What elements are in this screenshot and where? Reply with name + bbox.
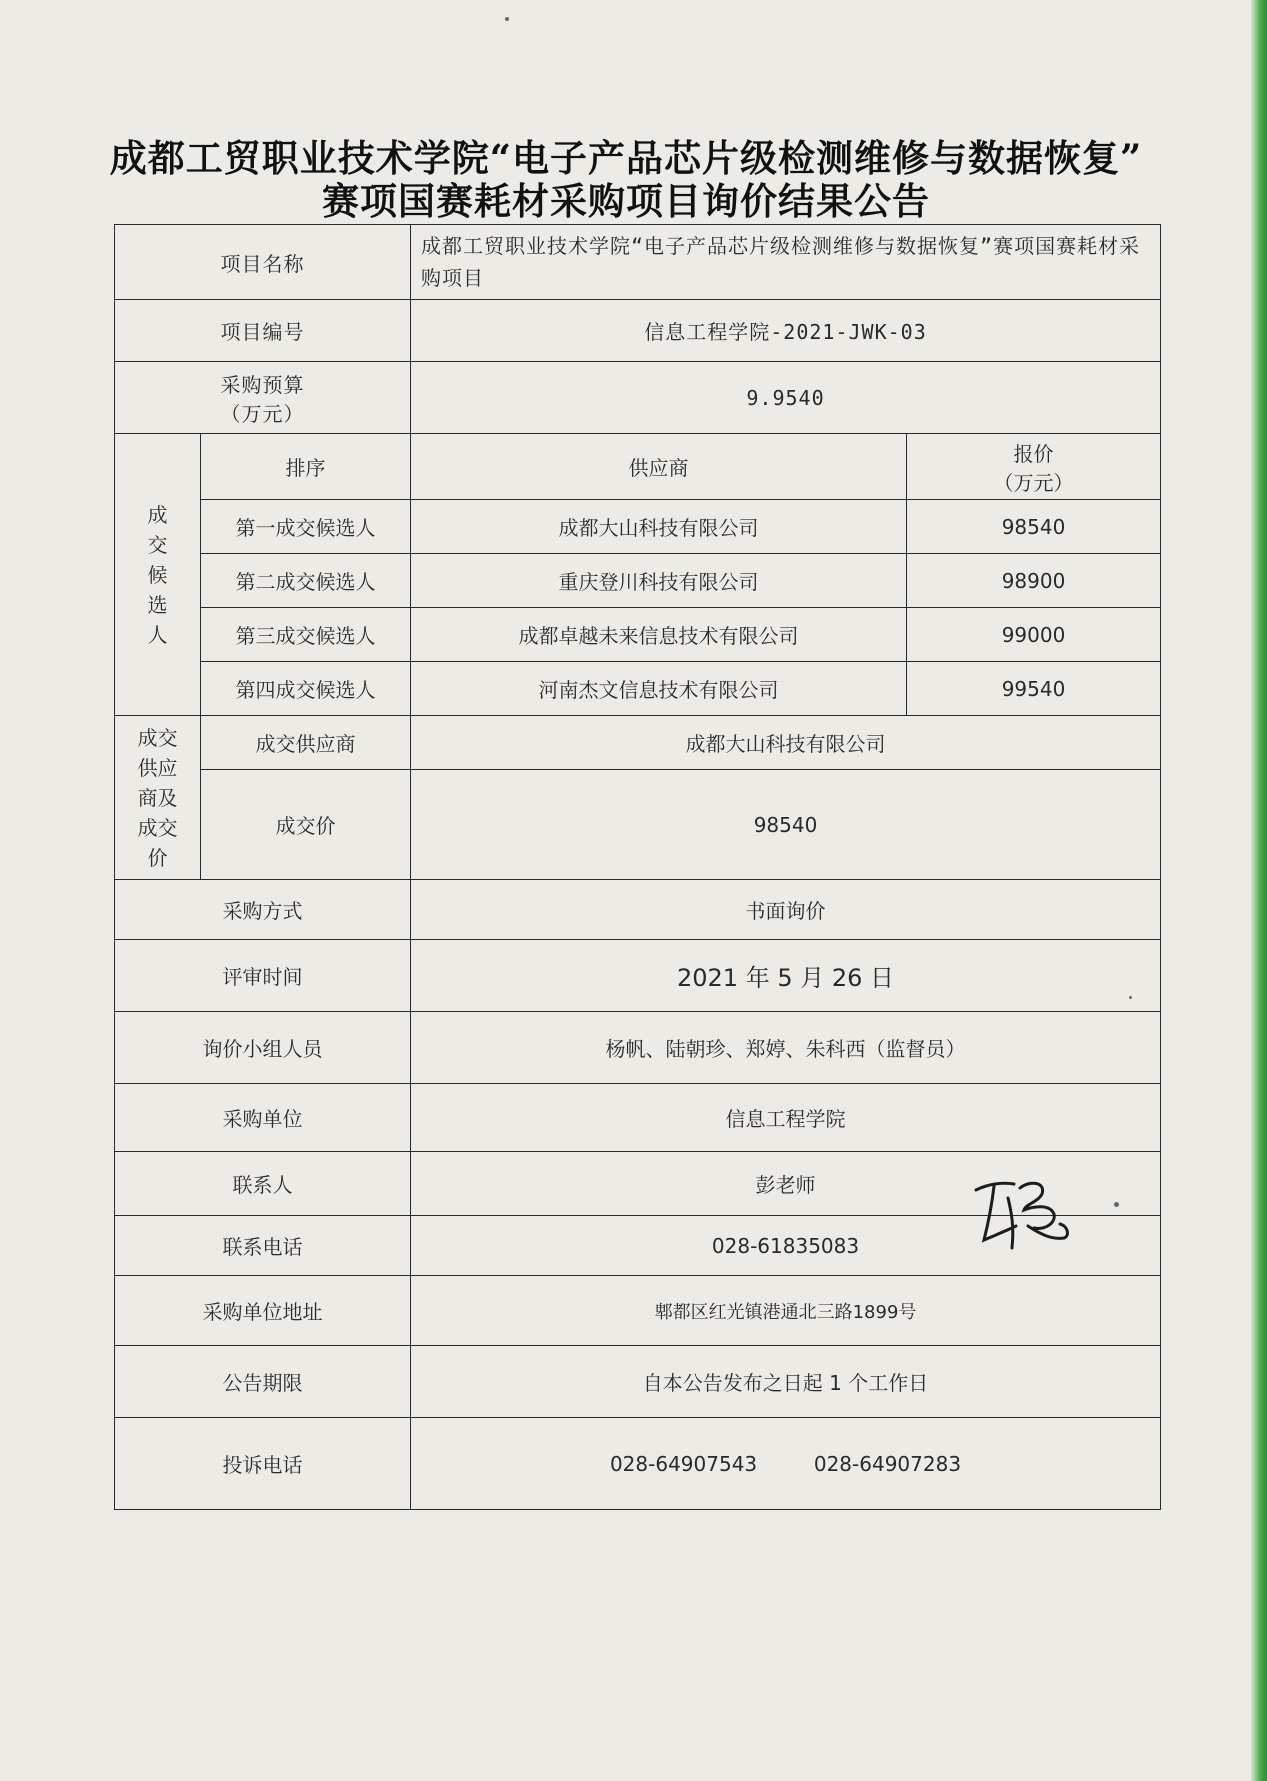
deal-price-label: 成交价: [201, 770, 411, 880]
complaint-phone-row: [115, 1418, 1161, 1510]
paper-speck: [505, 17, 509, 21]
phone-value: 028-61835083: [411, 1216, 1161, 1276]
review-time-row: [115, 940, 1161, 1012]
address-value: 郫都区红光镇港通北三路1899号: [411, 1276, 1161, 1346]
period-value: 自本公告发布之日起 1 个工作日: [411, 1346, 1161, 1418]
deal-price-row: [115, 770, 1161, 880]
method-row: [115, 880, 1161, 940]
deal-group-text: 成交: [137, 725, 178, 750]
budget-label: [115, 362, 411, 434]
candidate-row: [115, 662, 1161, 716]
budget-row: [115, 362, 1161, 434]
project-name-value: 成都工贸职业技术学院“电子产品芯片级检测维修与数据恢复”赛项国赛耗材采购项目: [411, 225, 1161, 300]
candidate-price: 99540: [907, 662, 1161, 716]
complaint-phone-2: 028-64907283: [813, 1451, 962, 1476]
deal-group-text: 价: [147, 845, 168, 870]
green-edge-strip: [1251, 0, 1267, 1781]
candidate-price: 98540: [907, 500, 1161, 554]
deal-group-text: 供应: [137, 755, 178, 780]
candidate-rank: 第一成交候选人: [201, 500, 411, 554]
review-time-label: 评审时间: [115, 940, 411, 1012]
candidates-group-label: [115, 434, 201, 716]
address-row: [115, 1276, 1161, 1346]
candidate-supplier: 重庆登川科技有限公司: [411, 554, 907, 608]
complaint-phone-label: 投诉电话: [115, 1418, 411, 1510]
deal-supplier-label: 成交供应商: [201, 716, 411, 770]
panel-row: [115, 1012, 1161, 1084]
complaint-phone-values: [411, 1418, 1161, 1510]
candidate-price: 98900: [907, 554, 1161, 608]
candidate-supplier: 成都大山科技有限公司: [411, 500, 907, 554]
period-label: 公告期限: [115, 1346, 411, 1418]
address-label: 采购单位地址: [115, 1276, 411, 1346]
method-value: 书面询价: [411, 880, 1161, 940]
complaint-phone-1: 028-64907543: [609, 1451, 758, 1476]
budget-label-line2: （万元）: [220, 401, 305, 426]
deal-supplier-row: [115, 716, 1161, 770]
unit-label: 采购单位: [115, 1084, 411, 1152]
candidate-rank: 第四成交候选人: [201, 662, 411, 716]
deal-supplier-value: 成都大山科技有限公司: [411, 716, 1161, 770]
phone-label: 联系电话: [115, 1216, 411, 1276]
budget-value: 9.9540: [411, 362, 1161, 434]
candidates-group-char: 候: [147, 562, 168, 587]
rank-column-header: 排序: [201, 434, 411, 500]
candidates-group-char: 交: [147, 532, 168, 557]
procurement-result-table: [114, 224, 1161, 1510]
contact-value: 彭老师: [411, 1152, 1161, 1216]
price-column-header: [907, 434, 1161, 500]
deal-group-text: 商及: [137, 785, 178, 810]
candidate-supplier: 成都卓越未来信息技术有限公司: [411, 608, 907, 662]
candidates-header-row: [115, 434, 1161, 500]
contact-label: 联系人: [115, 1152, 411, 1216]
candidates-group-char: 人: [147, 622, 168, 647]
supplier-column-header: 供应商: [411, 434, 907, 500]
panel-value: 杨帆、陆朝珍、郑婷、朱科西（监督员）: [411, 1012, 1161, 1084]
candidate-rank: 第二成交候选人: [201, 554, 411, 608]
price-header-line2: （万元）: [993, 470, 1074, 495]
unit-row: [115, 1084, 1161, 1152]
project-code-label: 项目编号: [115, 300, 411, 362]
candidate-row: [115, 608, 1161, 662]
period-row: [115, 1346, 1161, 1418]
unit-value: 信息工程学院: [411, 1084, 1161, 1152]
project-code-value: 信息工程学院-2021-JWK-03: [411, 300, 1161, 362]
project-name-label: 项目名称: [115, 225, 411, 300]
deal-group-text: 成交: [137, 815, 178, 840]
candidate-supplier: 河南杰文信息技术有限公司: [411, 662, 907, 716]
project-name-row: [115, 225, 1161, 300]
panel-label: 询价小组人员: [115, 1012, 411, 1084]
deal-group-label: [115, 716, 201, 880]
candidates-group-char: 成: [147, 502, 168, 527]
candidates-group-char: 选: [147, 592, 168, 617]
candidate-row: [115, 500, 1161, 554]
project-code-row: [115, 300, 1161, 362]
price-header-line1: 报价: [1013, 441, 1054, 466]
deal-price-value: 98540: [411, 770, 1161, 880]
document-title-line2: 赛项国赛耗材采购项目询价结果公告: [322, 179, 930, 223]
candidate-rank: 第三成交候选人: [201, 608, 411, 662]
budget-label-line1: 采购预算: [220, 372, 305, 397]
handwritten-signature: [968, 1168, 1078, 1258]
candidate-row: [115, 554, 1161, 608]
method-label: 采购方式: [115, 880, 411, 940]
review-time-value: 2021 年 5 月 26 日: [411, 940, 1161, 1012]
candidate-price: 99000: [907, 608, 1161, 662]
document-title-line1: 成都工贸职业技术学院“电子产品芯片级检测维修与数据恢复”: [109, 136, 1143, 180]
